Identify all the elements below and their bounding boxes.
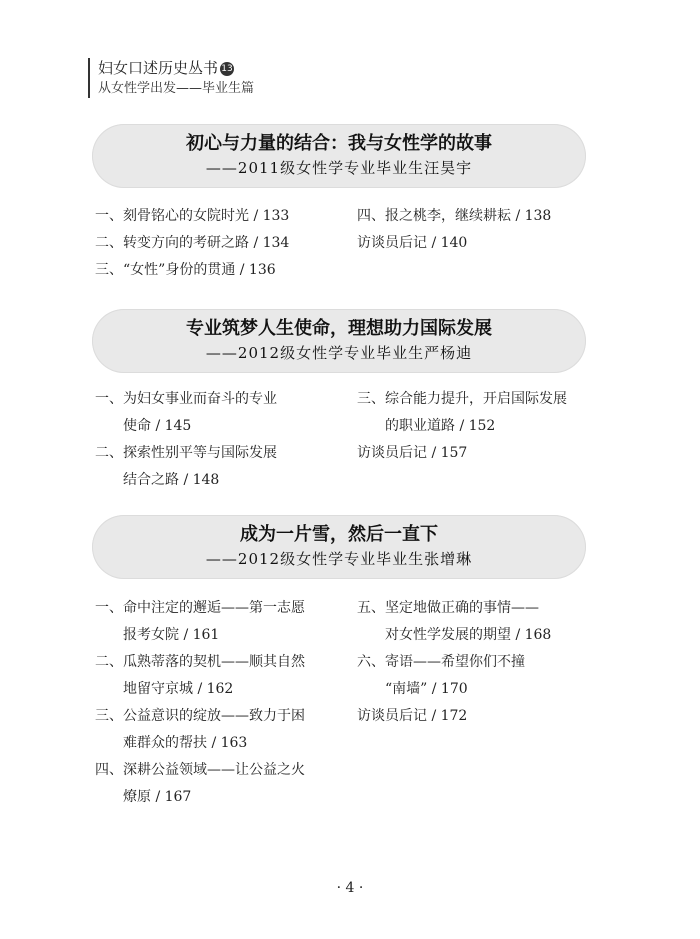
toc-entry[interactable]: 二、转变方向的考研之路 / 134: [95, 235, 290, 251]
section-banner-2: [92, 309, 586, 373]
book-subtitle: 从女性学出发——毕业生篇: [98, 81, 255, 96]
volume-badge: 13: [221, 63, 233, 74]
toc-entry[interactable]: 六、寄语——希望你们不撞 “南墙” / 170: [357, 654, 525, 697]
toc-entry[interactable]: 四、深耕公益领域——让公益之火 燎原 / 167: [95, 762, 305, 805]
toc-entry[interactable]: 三、“女性”身份的贯通 / 136: [95, 262, 276, 278]
toc-entry[interactable]: 访谈员后记 / 172: [357, 708, 468, 724]
toc-entry[interactable]: 四、报之桃李，继续耕耘 / 138: [357, 208, 552, 224]
toc-entry[interactable]: 三、综合能力提升，开启国际发展 的职业道路 / 152: [357, 391, 567, 434]
series-name: 妇女口述历史丛书: [98, 59, 219, 77]
section-banner-3: [92, 515, 586, 579]
toc-entry[interactable]: 二、瓜熟蒂落的契机——顺其自然 地留守京城 / 162: [95, 654, 305, 697]
toc-left-column: [95, 203, 335, 284]
section-title: 专业筑梦人生使命，理想助力国际发展: [186, 318, 492, 339]
section-title: 成为一片雪，然后一直下: [240, 524, 438, 545]
toc-left-column: [95, 386, 335, 494]
toc-right-column: [357, 595, 597, 730]
toc-entry[interactable]: 一、为妇女事业而奋斗的专业 使命 / 145: [95, 391, 277, 434]
toc-entry[interactable]: 访谈员后记 / 140: [357, 235, 468, 251]
toc-entry[interactable]: 一、刻骨铭心的女院时光 / 133: [95, 208, 290, 224]
toc-left-column: [95, 595, 335, 811]
series-title: [98, 58, 254, 78]
section-title: 初心与力量的结合：我与女性学的故事: [186, 133, 492, 154]
section-subtitle: ——2011级女性学专业毕业生汪昊宇: [205, 159, 473, 177]
toc-entry[interactable]: 三、公益意识的绽放——致力于困 难群众的帮扶 / 163: [95, 708, 305, 751]
running-header: [88, 58, 254, 98]
toc-right-column: [357, 386, 597, 467]
toc-right-column: [357, 203, 597, 257]
section-subtitle: ——2012级女性学专业毕业生张增琳: [205, 550, 473, 568]
toc-entry[interactable]: 一、命中注定的邂逅——第一志愿 报考女院 / 161: [95, 600, 305, 643]
toc-entry[interactable]: 访谈员后记 / 157: [357, 445, 468, 461]
toc-entry[interactable]: 五、坚定地做正确的事情—— 对女性学发展的期望 / 168: [357, 600, 552, 643]
toc-entry[interactable]: 二、探索性别平等与国际发展 结合之路 / 148: [95, 445, 277, 488]
section-subtitle: ——2012级女性学专业毕业生严杨迪: [205, 344, 473, 362]
section-banner-1: [92, 124, 586, 188]
page-number: · 4 ·: [336, 880, 364, 896]
